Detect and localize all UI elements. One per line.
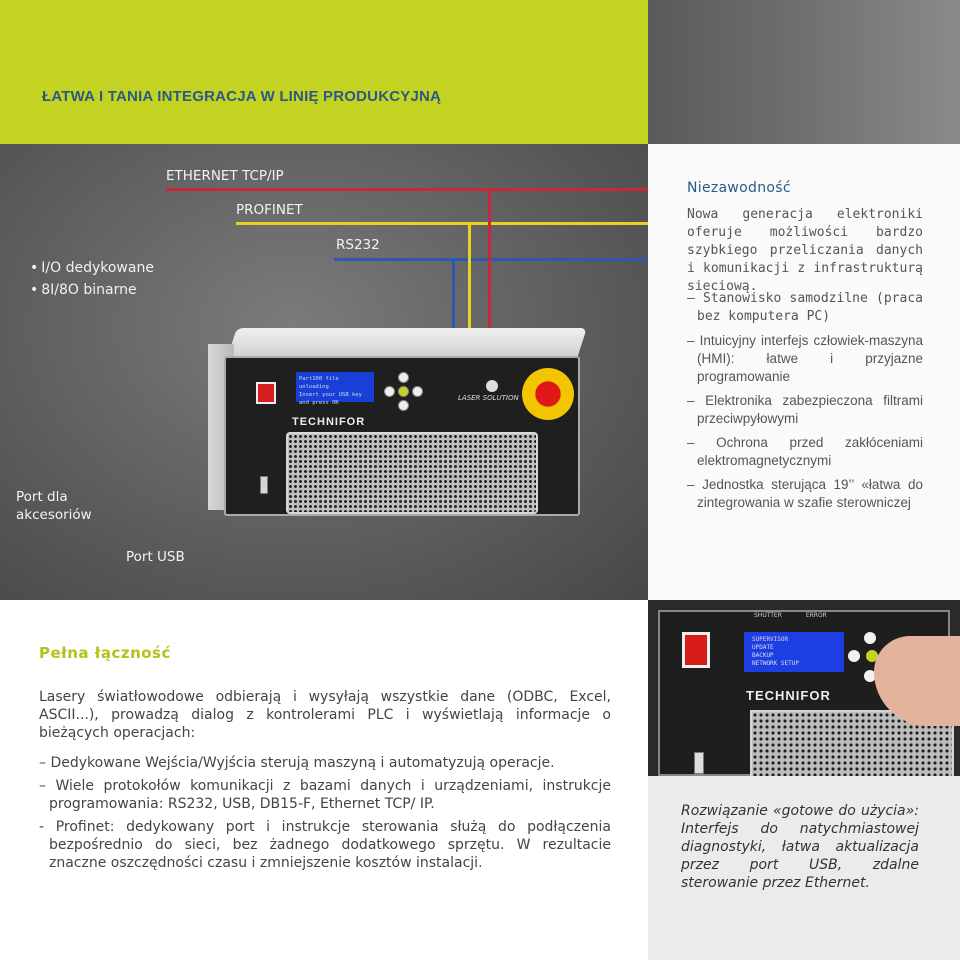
ready-solution-section xyxy=(648,776,960,960)
nav-ok-button[interactable] xyxy=(398,386,409,397)
nav-up-button[interactable] xyxy=(398,372,409,383)
display-line: and press OK xyxy=(299,400,339,406)
panel-labels xyxy=(754,612,827,619)
display-line: BACKUP xyxy=(752,652,774,659)
list-item: – Elektronika zabezpieczona filtrami przeciwpyłowymi xyxy=(687,393,923,426)
nav-right-button[interactable] xyxy=(412,386,423,397)
reliability-list xyxy=(687,290,923,518)
display-line: SUPERVISOR xyxy=(752,636,789,643)
nav-down-button[interactable] xyxy=(398,400,409,411)
connectivity-heading: Pełna łączność xyxy=(39,644,171,662)
rs232-wire-h xyxy=(334,258,648,261)
usb-port[interactable] xyxy=(260,476,268,494)
reliability-text: Nowa generacja elektroniki oferuje możliwości bardzo szybkiego przeliczania danych i komunikacji z infrastrukturą sieciową. xyxy=(687,207,923,294)
list-item: – Ochrona przed zakłóceniami elektromagnetycznymi xyxy=(687,435,923,468)
profinet-label: PROFINET xyxy=(236,202,303,218)
device-display xyxy=(296,372,374,406)
ready-solution-text: Rozwiązanie «gotowe do użycia»: Interfejs do natychmiastowej diagnostyki, łatwa aktualizacja przez port USB, zdalne sterowanie przez Ethernet. xyxy=(681,803,919,891)
power-switch[interactable] xyxy=(256,382,276,404)
usb-port[interactable] xyxy=(694,752,704,774)
list-item: – Stanowisko samodzilne (praca bez komputera PC) xyxy=(687,291,923,324)
panel-display xyxy=(744,632,844,672)
connectivity-text: Lasery światłowodowe odbierają i wysyłają wszystkie dane (ODBC, Excel, ASCII...), prowadzą dialog z kontrolerami PLC i wyświetlają informacje o bieżących operacjach: xyxy=(39,689,611,741)
connectivity-section xyxy=(0,600,648,960)
display-line: NETWORK SETUP xyxy=(752,660,799,667)
header-photo xyxy=(648,0,960,144)
nav-left-button[interactable] xyxy=(384,386,395,397)
list-item: – Wiele protokołów komunikacji z bazami danych i urządzeniami, instrukcje programowania: RS232, USB, DB15-F, Ethernet TCP/ IP. xyxy=(39,778,611,812)
ethernet-label: ETHERNET TCP/IP xyxy=(166,168,284,184)
list-item: – Dedykowane Wejścia/Wyjścia sterują maszyną i automatyzują operacje. xyxy=(39,755,555,771)
port-usb-label: Port USB xyxy=(126,549,185,565)
reliability-section xyxy=(648,144,960,600)
device-brand-logo: TECHNIFOR xyxy=(292,416,366,428)
profinet-wire-h xyxy=(236,222,648,225)
rs232-label: RS232 xyxy=(336,237,380,253)
display-line: UPDATE xyxy=(752,644,774,651)
product-scene xyxy=(0,144,648,600)
connectivity-list xyxy=(39,754,611,877)
device-series: LASER SOLUTION xyxy=(458,394,519,402)
bullet-item: • 8I/8O binarne xyxy=(30,279,154,301)
nav-up-button[interactable] xyxy=(864,632,876,644)
io-bullets xyxy=(30,257,154,301)
device-top xyxy=(227,328,587,358)
list-item: - Profinet: dedykowany port i instrukcje sterowania służą do podłączenia bezpośrednio do sieci, bez żadnego dodatkowego sprzętu. W rezultacie znaczne oszczędności czasu i zmniejszenie kosztów instalacji. xyxy=(39,819,611,871)
display-line: Insert your USB key xyxy=(299,392,362,398)
bullet-item: • I/O dedykowane xyxy=(30,257,154,279)
list-item: – Jednostka sterująca 19’’ «łatwa do zintegrowania w szafie sterowniczej xyxy=(687,477,923,510)
power-switch[interactable] xyxy=(682,632,710,668)
header-band xyxy=(0,0,648,144)
list-item: – Intuicyjny interfejs człowiek-maszyna (HMI): łatwe i przyjazne programowanie xyxy=(687,333,923,384)
display-line: Part100 file unloading xyxy=(299,376,339,390)
laser-controller-device xyxy=(222,304,584,530)
reliability-heading: Niezawodność xyxy=(687,180,791,196)
panel-brand-logo: TECHNIFOR xyxy=(746,688,831,703)
key-switch[interactable] xyxy=(486,380,498,392)
page-title: ŁATWA I TANIA INTEGRACJA W LINIĘ PRODUKCYJNĄ xyxy=(42,88,442,105)
device-front-panel xyxy=(224,356,580,516)
emergency-stop-button[interactable] xyxy=(522,368,574,420)
ethernet-wire-h xyxy=(166,188,648,191)
ventilation-grille xyxy=(286,432,538,514)
nav-left-button[interactable] xyxy=(848,650,860,662)
control-panel-photo xyxy=(648,600,960,776)
shutter-label: SHUTTER xyxy=(754,612,782,619)
port-accessories-label: Port dla akcesoriów xyxy=(16,489,92,523)
error-label: ERROR xyxy=(805,612,827,619)
navigation-pad[interactable] xyxy=(384,372,424,412)
